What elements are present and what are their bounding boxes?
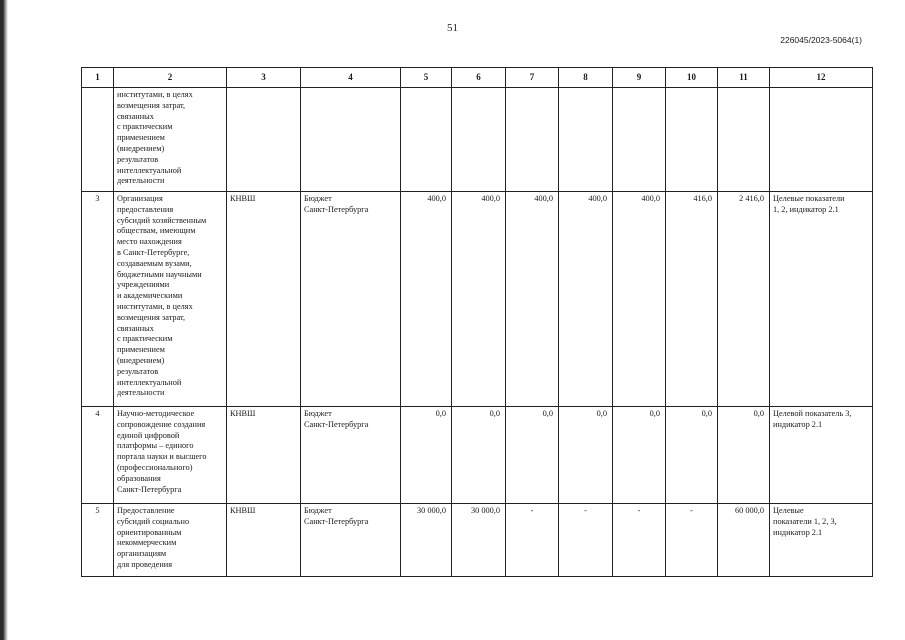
empty-cell [227, 88, 301, 192]
table-row [82, 407, 873, 504]
measure-name: Предоставление субсидий социально ориентированным некоммерческим организациям для проведения [114, 504, 227, 577]
value-cell: 400,0 [401, 192, 452, 407]
executor: КНВШ [227, 504, 301, 577]
value-cell: 416,0 [666, 192, 718, 407]
value-cell: - [666, 504, 718, 577]
funding-source: Бюджет Санкт-Петербурга [301, 192, 401, 407]
value-cell: - [613, 504, 666, 577]
header-cell: 9 [613, 68, 666, 88]
targets-cell: Целевые показатели 1, 2, индикатор 2.1 [770, 192, 873, 407]
header-cell: 4 [301, 68, 401, 88]
header-row [82, 68, 873, 88]
header-cell: 12 [770, 68, 873, 88]
value-cell: 0,0 [613, 407, 666, 504]
funding-source: Бюджет Санкт-Петербурга [301, 407, 401, 504]
value-cell: 30 000,0 [401, 504, 452, 577]
empty-cell [452, 88, 506, 192]
header-cell: 5 [401, 68, 452, 88]
header-cell: 8 [559, 68, 613, 88]
empty-cell [613, 88, 666, 192]
targets-cell: Целевой показатель 3, индикатор 2.1 [770, 407, 873, 504]
header-cell: 6 [452, 68, 506, 88]
value-cell: 0,0 [666, 407, 718, 504]
value-cell: 30 000,0 [452, 504, 506, 577]
header-cell: 1 [82, 68, 114, 88]
empty-cell [666, 88, 718, 192]
value-cell: 0,0 [559, 407, 613, 504]
value-cell: 0,0 [401, 407, 452, 504]
header-cell: 2 [114, 68, 227, 88]
header-cell: 7 [506, 68, 559, 88]
executor: КНВШ [227, 407, 301, 504]
document-id: 226045/2023-5064(1) [780, 35, 862, 45]
measure-name: Научно-методическое сопровождение создания единой цифровой платформы – единого портала науки и высшего (профессионального) образования Санкт-Петербурга [114, 407, 227, 504]
continuation-text: институтами, в целях возмещения затрат, связанных с практическим применением (внедрением) результатов интеллектуальной деятельности [114, 88, 227, 192]
table-row [82, 504, 873, 577]
empty-cell [401, 88, 452, 192]
value-cell: 400,0 [559, 192, 613, 407]
empty-cell [718, 88, 770, 192]
empty-cell [301, 88, 401, 192]
row-number: 4 [82, 407, 114, 504]
total-cell: 60 000,0 [718, 504, 770, 577]
table-row [82, 192, 873, 407]
header-cell: 3 [227, 68, 301, 88]
value-cell: 0,0 [506, 407, 559, 504]
funding-source: Бюджет Санкт-Петербурга [301, 504, 401, 577]
executor: КНВШ [227, 192, 301, 407]
value-cell: 0,0 [452, 407, 506, 504]
empty-cell [506, 88, 559, 192]
header-cell: 11 [718, 68, 770, 88]
total-cell: 0,0 [718, 407, 770, 504]
value-cell: 400,0 [613, 192, 666, 407]
empty-cell [770, 88, 873, 192]
value-cell: 400,0 [506, 192, 559, 407]
row-number: 3 [82, 192, 114, 407]
total-cell: 2 416,0 [718, 192, 770, 407]
continuation-row [82, 88, 873, 192]
program-table [81, 67, 873, 577]
header-cell: 10 [666, 68, 718, 88]
measure-name: Организация предоставления субсидий хозяйственным обществам, имеющим место нахождения в Санкт-Петербурге, создаваемым вузами, бюджетными научными учреждениями и академическими институтами, в целях возмещения затрат, связанных с практическим применением (внедрением) результатов интеллектуальной деятельности [114, 192, 227, 407]
targets-cell: Целевые показатели 1, 2, 3, индикатор 2.1 [770, 504, 873, 577]
empty-cell [82, 88, 114, 192]
value-cell: - [506, 504, 559, 577]
empty-cell [559, 88, 613, 192]
row-number: 5 [82, 504, 114, 577]
page-number: 51 [447, 22, 458, 34]
scan-edge [0, 0, 8, 640]
value-cell: 400,0 [452, 192, 506, 407]
value-cell: - [559, 504, 613, 577]
